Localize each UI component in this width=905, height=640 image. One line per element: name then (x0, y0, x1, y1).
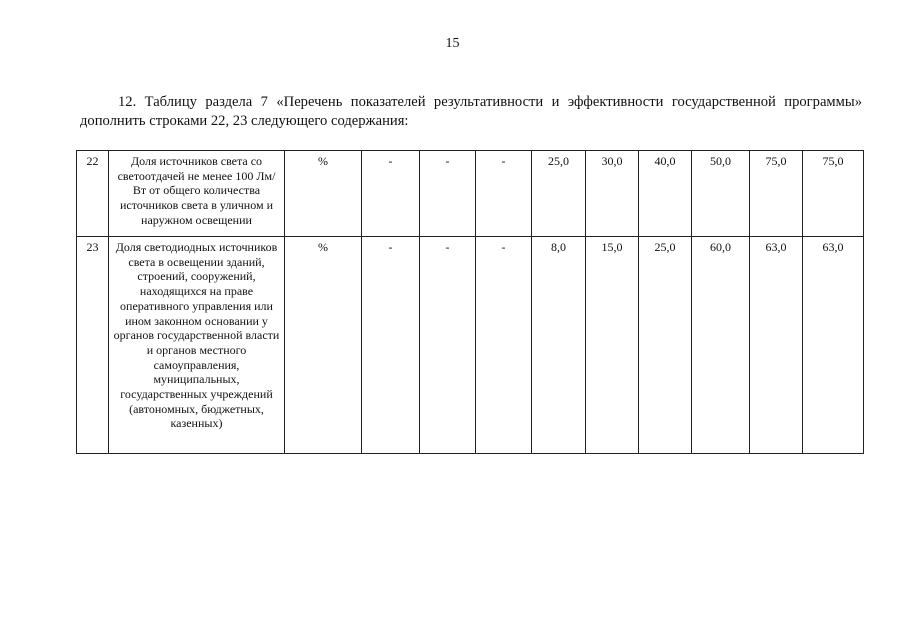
indicator-name: Доля источников света со светоотдачей не менее 100 Лм/Вт от общего количества источников света в уличном и наружном освещении (109, 151, 285, 237)
indicator-name: Доля светодиодных источников света в освещении зданий, строений, сооружений, находящихся на праве оперативного управления или ином законном основании у органов государственной власти и органов местного самоуправления, муниципальных, государственных учреждений (автономных, бюджетных, казенных) (109, 237, 285, 454)
value-cell: 60,0 (692, 237, 750, 454)
row-number: 23 (77, 237, 109, 454)
page-number: 15 (445, 36, 460, 51)
unit-cell: % (285, 237, 362, 454)
value-cell: 25,0 (532, 151, 586, 237)
value-cell: - (476, 151, 532, 237)
intro-paragraph (80, 93, 862, 131)
value-cell: 40,0 (639, 151, 692, 237)
value-cell: 75,0 (803, 151, 864, 237)
value-cell: 30,0 (586, 151, 639, 237)
intro-line-1: 12. Таблицу раздела 7 «Перечень показателей результативности и эффективности государственной программы» (118, 94, 862, 110)
value-cell: 8,0 (532, 237, 586, 454)
indicators-table (76, 150, 864, 454)
value-cell: 63,0 (803, 237, 864, 454)
unit-cell: % (285, 151, 362, 237)
value-cell: - (362, 151, 420, 237)
value-cell: 75,0 (750, 151, 803, 237)
row-number: 22 (77, 151, 109, 237)
intro-line-2: дополнить строками 22, 23 следующего содержания: (80, 113, 409, 129)
table-row (77, 151, 864, 237)
value-cell: 15,0 (586, 237, 639, 454)
value-cell: 50,0 (692, 151, 750, 237)
value-cell: 25,0 (639, 237, 692, 454)
value-cell: - (476, 237, 532, 454)
value-cell: 63,0 (750, 237, 803, 454)
value-cell: - (420, 237, 476, 454)
value-cell: - (362, 237, 420, 454)
table-row (77, 237, 864, 454)
value-cell: - (420, 151, 476, 237)
